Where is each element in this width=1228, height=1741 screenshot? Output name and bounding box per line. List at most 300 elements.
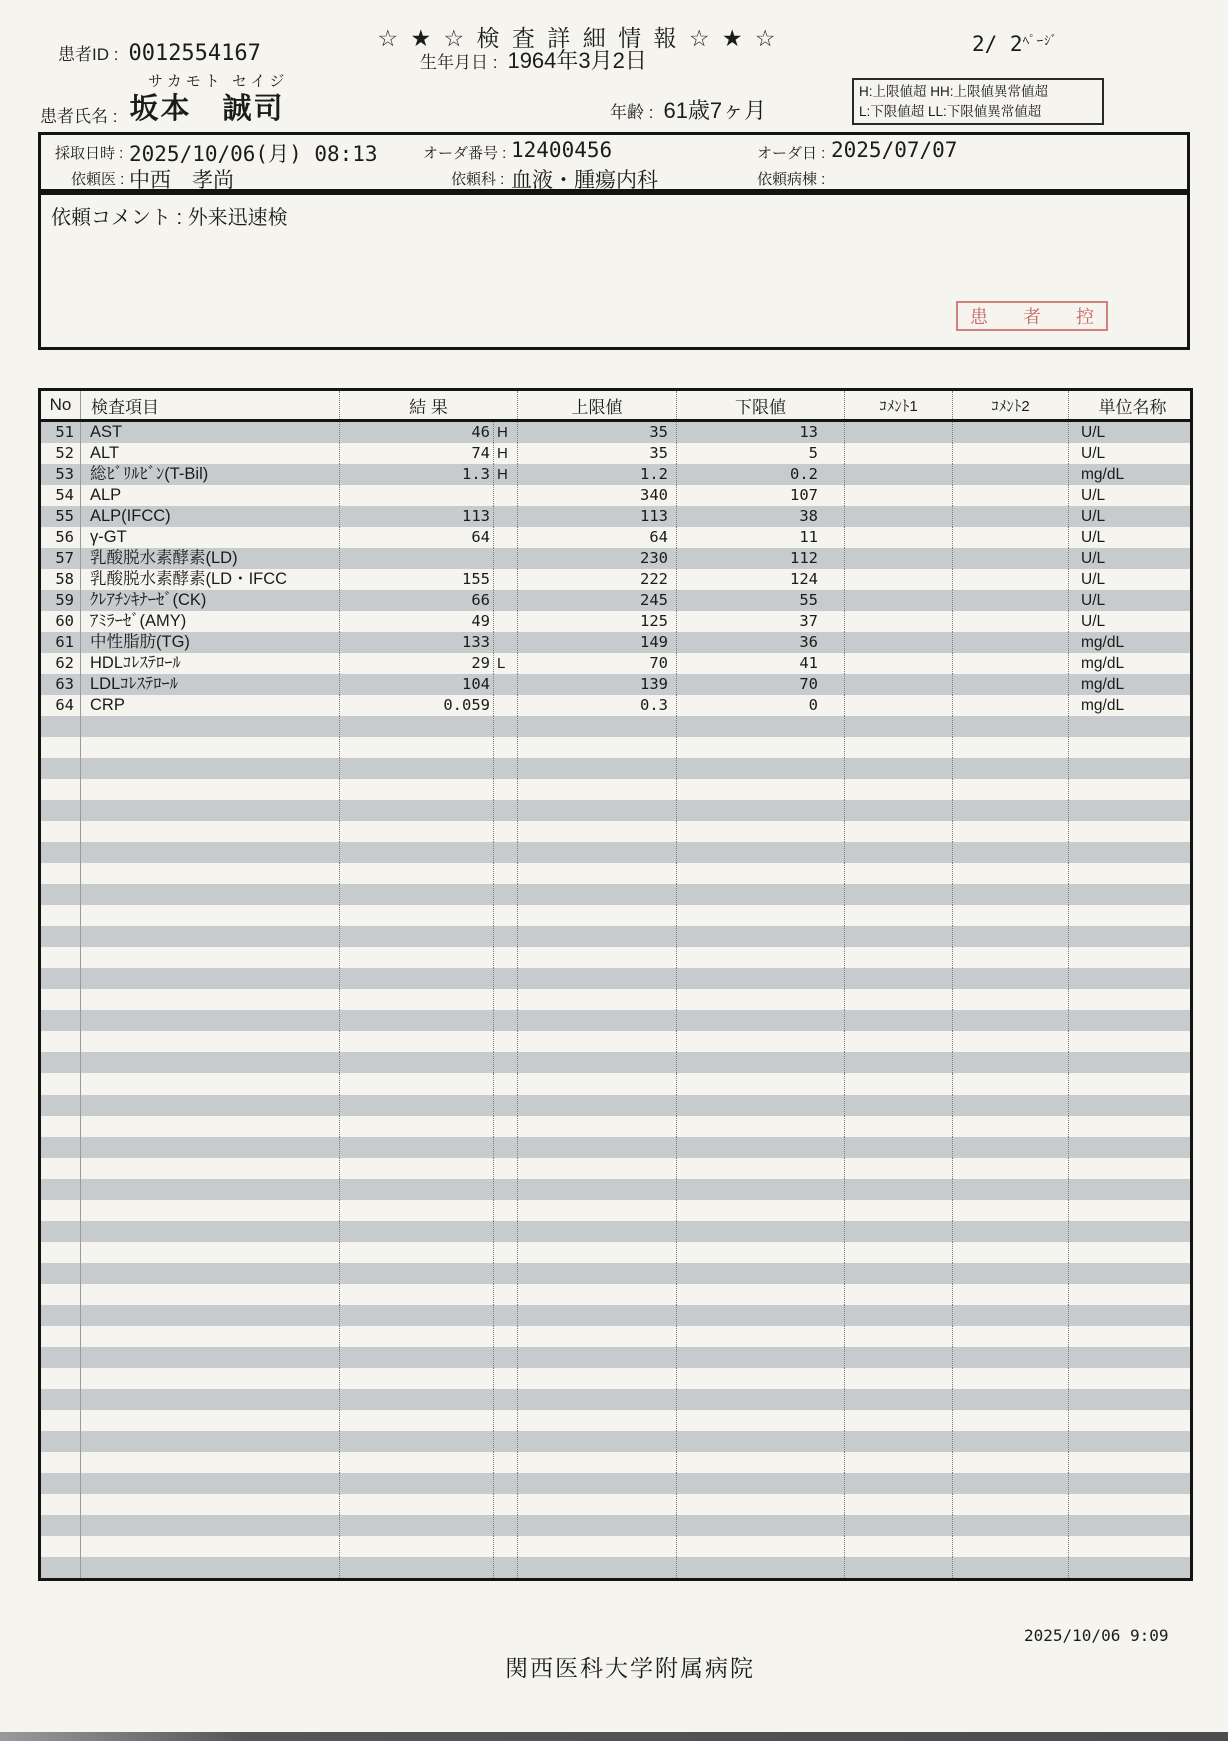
cell-flag — [494, 1368, 518, 1389]
col-header-result: 結 果 — [340, 391, 518, 419]
cell-result — [340, 1305, 494, 1326]
cell-unit — [1069, 1557, 1196, 1578]
patient-name-row — [40, 86, 284, 127]
table-row — [41, 1431, 1190, 1452]
cell-lower — [677, 863, 845, 884]
cell-c1 — [845, 716, 953, 737]
patient-name-kana: サカモト セイジ — [148, 73, 289, 90]
cell-item: 総ﾋﾞﾘﾙﾋﾞﾝ(T-Bil) — [81, 464, 340, 485]
cell-upper — [518, 1263, 677, 1284]
cell-unit — [1069, 863, 1196, 884]
cell-upper: 1.2 — [518, 464, 677, 485]
cell-upper — [518, 1305, 677, 1326]
cell-result — [340, 884, 494, 905]
cell-c2 — [953, 443, 1069, 464]
cell-c1 — [845, 821, 953, 842]
cell-c2 — [953, 1389, 1069, 1410]
cell-c2 — [953, 968, 1069, 989]
cell-result — [340, 1473, 494, 1494]
cell-c2 — [953, 527, 1069, 548]
cell-item: ｸﾚｱﾁﾝｷﾅｰｾﾞ(CK) — [81, 590, 340, 611]
table-row — [41, 1095, 1190, 1116]
cell-result: 29 — [340, 653, 494, 674]
cell-c2 — [953, 737, 1069, 758]
cell-unit — [1069, 1326, 1196, 1347]
table-row — [41, 1242, 1190, 1263]
cell-result — [340, 1031, 494, 1052]
cell-no — [41, 1347, 81, 1368]
cell-c1 — [845, 1515, 953, 1536]
order-number-label: オーダ番号 : — [423, 145, 507, 162]
cell-c1 — [845, 1284, 953, 1305]
cell-result — [340, 1368, 494, 1389]
cell-no — [41, 1095, 81, 1116]
cell-unit: U/L — [1081, 486, 1106, 504]
cell-item — [81, 1452, 340, 1473]
cell-upper — [518, 863, 677, 884]
cell-flag — [494, 506, 518, 527]
cell-c1 — [845, 905, 953, 926]
cell-flag — [494, 1347, 518, 1368]
cell-lower — [677, 968, 845, 989]
cell-flag — [494, 863, 518, 884]
cell-unit — [1069, 1305, 1196, 1326]
cell-c1 — [845, 800, 953, 821]
birth-date-label: 生年月日 : — [420, 53, 498, 72]
cell-result — [340, 1158, 494, 1179]
cell-c2 — [953, 632, 1069, 653]
table-row — [41, 1536, 1190, 1557]
cell-c1 — [845, 1431, 953, 1452]
cell-c1 — [845, 1179, 953, 1200]
request-comment-box — [38, 192, 1190, 350]
table-row — [41, 632, 1190, 653]
cell-flag — [494, 821, 518, 842]
cell-c2 — [953, 1452, 1069, 1473]
cell-flag — [494, 905, 518, 926]
cell-flag — [494, 1515, 518, 1536]
cell-lower: 0.2 — [677, 464, 845, 485]
cell-flag — [494, 1200, 518, 1221]
cell-result — [340, 1010, 494, 1031]
stamp-char: 患 — [970, 307, 988, 327]
cell-c1 — [845, 947, 953, 968]
cell-flag — [494, 947, 518, 968]
cell-flag — [494, 1494, 518, 1515]
cell-no — [41, 1179, 81, 1200]
cell-unit: mg/dL — [1081, 465, 1125, 483]
cell-no — [41, 905, 81, 926]
cell-c2 — [953, 863, 1069, 884]
cell-c2 — [953, 1242, 1069, 1263]
cell-no — [41, 1431, 81, 1452]
table-row — [41, 1052, 1190, 1073]
cell-lower — [677, 989, 845, 1010]
table-row — [41, 1010, 1190, 1031]
cell-result: 46 — [340, 422, 494, 443]
cell-unit — [1069, 842, 1196, 863]
cell-item — [81, 1347, 340, 1368]
cell-c1 — [845, 1073, 953, 1094]
cell-c2 — [953, 779, 1069, 800]
cell-lower — [677, 1200, 845, 1221]
patient-name-label: 患者氏名 : — [40, 107, 118, 126]
stamp-char: 者 — [1023, 307, 1041, 327]
cell-c1 — [845, 1347, 953, 1368]
cell-upper — [518, 1179, 677, 1200]
cell-no: 58 — [41, 569, 81, 590]
cell-c2 — [953, 1410, 1069, 1431]
cell-unit — [1069, 1368, 1196, 1389]
table-row — [41, 548, 1190, 569]
cell-lower — [677, 905, 845, 926]
table-row — [41, 1326, 1190, 1347]
cell-lower — [677, 821, 845, 842]
cell-unit — [1069, 905, 1196, 926]
cell-no — [41, 1410, 81, 1431]
cell-c1 — [845, 1368, 953, 1389]
cell-c1 — [845, 548, 953, 569]
cell-lower: 124 — [677, 569, 845, 590]
cell-unit: mg/dL — [1081, 633, 1125, 651]
cell-result — [340, 1494, 494, 1515]
request-comment-value: 外来迅速検 — [187, 207, 288, 229]
cell-item: 中性脂肪(TG) — [81, 632, 340, 653]
cell-item — [81, 1242, 340, 1263]
cell-c2 — [953, 1073, 1069, 1094]
cell-upper — [518, 1431, 677, 1452]
cell-no — [41, 737, 81, 758]
cell-result — [340, 548, 494, 569]
cell-c1 — [845, 1389, 953, 1410]
cell-unit — [1069, 779, 1196, 800]
cell-result — [340, 1347, 494, 1368]
cell-lower — [677, 1137, 845, 1158]
cell-c1 — [845, 422, 953, 443]
cell-unit — [1069, 1515, 1196, 1536]
col-header-upper: 上限値 — [518, 391, 677, 419]
cell-no — [41, 1305, 81, 1326]
cell-flag — [494, 737, 518, 758]
cell-c1 — [845, 1557, 953, 1578]
cell-lower: 107 — [677, 485, 845, 506]
table-row — [41, 1284, 1190, 1305]
cell-item — [81, 1536, 340, 1557]
cell-c2 — [953, 590, 1069, 611]
legend-line-high: H:上限値超 HH:上限値異常値超 — [859, 84, 1048, 99]
cell-unit — [1069, 1221, 1196, 1242]
cell-c1 — [845, 1010, 953, 1031]
cell-upper — [518, 968, 677, 989]
cell-c1 — [845, 1052, 953, 1073]
cell-item — [81, 905, 340, 926]
cell-result: 155 — [340, 569, 494, 590]
cell-c2 — [953, 1031, 1069, 1052]
cell-lower — [677, 1347, 845, 1368]
cell-no — [41, 800, 81, 821]
cell-flag — [494, 1557, 518, 1578]
cell-no: 54 — [41, 485, 81, 506]
cell-result — [340, 1431, 494, 1452]
table-row — [41, 1221, 1190, 1242]
age-value: 61歳7ヶ月 — [663, 98, 767, 123]
cell-flag — [494, 590, 518, 611]
cell-unit: U/L — [1081, 528, 1106, 546]
cell-no — [41, 1221, 81, 1242]
cell-unit — [1069, 1284, 1196, 1305]
requesting-dept-label: 依頼科 : — [451, 171, 505, 188]
cell-upper — [518, 1137, 677, 1158]
cell-c2 — [953, 905, 1069, 926]
cell-result — [340, 1116, 494, 1137]
cell-lower — [677, 737, 845, 758]
table-row — [41, 611, 1190, 632]
table-row — [41, 1263, 1190, 1284]
cell-flag — [494, 1095, 518, 1116]
patient-id-row — [58, 40, 261, 66]
cell-upper — [518, 1368, 677, 1389]
cell-result — [340, 716, 494, 737]
cell-item — [81, 989, 340, 1010]
cell-c1 — [845, 485, 953, 506]
cell-result: 64 — [340, 527, 494, 548]
cell-flag — [494, 1263, 518, 1284]
cell-item — [81, 1031, 340, 1052]
requesting-doctor-value: 中西 孝尚 — [129, 169, 234, 192]
cell-unit: U/L — [1081, 612, 1106, 630]
cell-result — [340, 926, 494, 947]
cell-upper — [518, 1389, 677, 1410]
cell-item — [81, 779, 340, 800]
cell-flag — [494, 1431, 518, 1452]
cell-no — [41, 1284, 81, 1305]
cell-flag — [494, 1073, 518, 1094]
cell-item — [81, 1200, 340, 1221]
table-header-row — [41, 391, 1190, 422]
cell-lower — [677, 1095, 845, 1116]
cell-lower: 112 — [677, 548, 845, 569]
cell-flag — [494, 1010, 518, 1031]
cell-item — [81, 1073, 340, 1094]
request-comment-row — [51, 201, 288, 230]
cell-upper — [518, 1010, 677, 1031]
cell-lower — [677, 1410, 845, 1431]
cell-c2 — [953, 1473, 1069, 1494]
cell-upper — [518, 716, 677, 737]
col-header-no: No — [41, 391, 81, 419]
cell-flag — [494, 1326, 518, 1347]
cell-unit — [1069, 1200, 1196, 1221]
cell-upper — [518, 1326, 677, 1347]
cell-no — [41, 1263, 81, 1284]
cell-result — [340, 1389, 494, 1410]
cell-lower — [677, 1368, 845, 1389]
cell-upper: 113 — [518, 506, 677, 527]
cell-result: 74 — [340, 443, 494, 464]
cell-item — [81, 884, 340, 905]
cell-result — [340, 1557, 494, 1578]
cell-c1 — [845, 1410, 953, 1431]
cell-c2 — [953, 1515, 1069, 1536]
cell-c1 — [845, 443, 953, 464]
cell-unit — [1069, 1452, 1196, 1473]
cell-c2 — [953, 674, 1069, 695]
cell-upper — [518, 1200, 677, 1221]
table-row — [41, 1179, 1190, 1200]
cell-unit — [1069, 968, 1196, 989]
cell-no: 62 — [41, 653, 81, 674]
cell-no — [41, 716, 81, 737]
cell-upper: 70 — [518, 653, 677, 674]
cell-item: ALP(IFCC) — [81, 506, 340, 527]
cell-unit: U/L — [1081, 423, 1106, 441]
table-row — [41, 1031, 1190, 1052]
table-row — [41, 674, 1190, 695]
cell-item: HDLｺﾚｽﾃﾛｰﾙ — [81, 653, 340, 674]
cell-flag — [494, 1242, 518, 1263]
cell-flag — [494, 842, 518, 863]
cell-unit: mg/dL — [1081, 696, 1125, 714]
cell-c2 — [953, 884, 1069, 905]
cell-result — [340, 1410, 494, 1431]
cell-upper — [518, 1515, 677, 1536]
cell-c1 — [845, 1158, 953, 1179]
order-info-box — [38, 132, 1190, 192]
cell-flag — [494, 1473, 518, 1494]
cell-item — [81, 1137, 340, 1158]
table-row — [41, 506, 1190, 527]
table-row — [41, 821, 1190, 842]
cell-lower — [677, 1242, 845, 1263]
cell-result — [340, 863, 494, 884]
cell-flag — [494, 716, 518, 737]
cell-lower — [677, 716, 845, 737]
cell-upper — [518, 779, 677, 800]
cell-item — [81, 1284, 340, 1305]
cell-lower — [677, 1326, 845, 1347]
stamp-char: 控 — [1076, 307, 1094, 327]
table-row — [41, 968, 1190, 989]
cell-c1 — [845, 464, 953, 485]
cell-result — [340, 947, 494, 968]
request-comment-label: 依頼コメント : — [51, 207, 183, 229]
cell-result — [340, 1073, 494, 1094]
cell-lower — [677, 1431, 845, 1452]
table-row — [41, 1073, 1190, 1094]
cell-item — [81, 1494, 340, 1515]
cell-no: 52 — [41, 443, 81, 464]
cell-no — [41, 1158, 81, 1179]
cell-flag — [494, 1221, 518, 1242]
cell-unit — [1069, 1536, 1196, 1557]
table-row — [41, 947, 1190, 968]
cell-item — [81, 800, 340, 821]
col-header-item: 検査項目 — [81, 391, 340, 419]
cell-upper — [518, 1536, 677, 1557]
abnormal-flag-legend — [852, 78, 1104, 125]
order-date-value: 2025/07/07 — [831, 138, 958, 162]
cell-c1 — [845, 1200, 953, 1221]
cell-c2 — [953, 1200, 1069, 1221]
cell-c1 — [845, 1242, 953, 1263]
cell-upper — [518, 1410, 677, 1431]
cell-upper — [518, 1557, 677, 1578]
hospital-name: 関西医科大学附属病院 — [505, 1655, 755, 1681]
cell-unit — [1069, 1263, 1196, 1284]
cell-unit — [1069, 926, 1196, 947]
cell-c2 — [953, 1010, 1069, 1031]
cell-c2 — [953, 611, 1069, 632]
cell-no — [41, 1452, 81, 1473]
table-row — [41, 527, 1190, 548]
table-row — [41, 758, 1190, 779]
cell-unit — [1069, 1158, 1196, 1179]
cell-lower — [677, 947, 845, 968]
cell-lower — [677, 1284, 845, 1305]
cell-c2 — [953, 1158, 1069, 1179]
cell-c1 — [845, 758, 953, 779]
cell-c1 — [845, 527, 953, 548]
cell-item — [81, 1263, 340, 1284]
cell-no: 59 — [41, 590, 81, 611]
cell-result: 49 — [340, 611, 494, 632]
table-row — [41, 569, 1190, 590]
cell-c1 — [845, 737, 953, 758]
cell-no — [41, 863, 81, 884]
cell-unit — [1069, 1242, 1196, 1263]
cell-result — [340, 905, 494, 926]
cell-no: 53 — [41, 464, 81, 485]
cell-c1 — [845, 1116, 953, 1137]
cell-upper — [518, 758, 677, 779]
cell-c2 — [953, 1263, 1069, 1284]
cell-lower — [677, 1305, 845, 1326]
table-row — [41, 863, 1190, 884]
cell-c2 — [953, 1557, 1069, 1578]
col-header-lower: 下限値 — [677, 391, 845, 419]
cell-result: 104 — [340, 674, 494, 695]
cell-c2 — [953, 464, 1069, 485]
cell-c2 — [953, 695, 1069, 716]
cell-lower: 0 — [677, 695, 845, 716]
cell-c2 — [953, 989, 1069, 1010]
table-row — [41, 1473, 1190, 1494]
cell-unit: U/L — [1081, 507, 1106, 525]
scan-edge-strip — [0, 1732, 1228, 1741]
cell-no — [41, 842, 81, 863]
cell-flag — [494, 1452, 518, 1473]
cell-lower — [677, 1263, 845, 1284]
cell-upper: 245 — [518, 590, 677, 611]
cell-item — [81, 1389, 340, 1410]
cell-c2 — [953, 548, 1069, 569]
table-row — [41, 422, 1190, 443]
cell-upper: 340 — [518, 485, 677, 506]
cell-flag — [494, 695, 518, 716]
cell-no — [41, 1557, 81, 1578]
cell-c1 — [845, 989, 953, 1010]
cell-lower: 5 — [677, 443, 845, 464]
cell-item: γ-GT — [81, 527, 340, 548]
cell-item: ALT — [81, 443, 340, 464]
table-row — [41, 779, 1190, 800]
cell-item — [81, 758, 340, 779]
cell-result — [340, 1263, 494, 1284]
table-row — [41, 695, 1190, 716]
patient-copy-stamp — [956, 301, 1108, 331]
cell-c1 — [845, 590, 953, 611]
table-row — [41, 1305, 1190, 1326]
